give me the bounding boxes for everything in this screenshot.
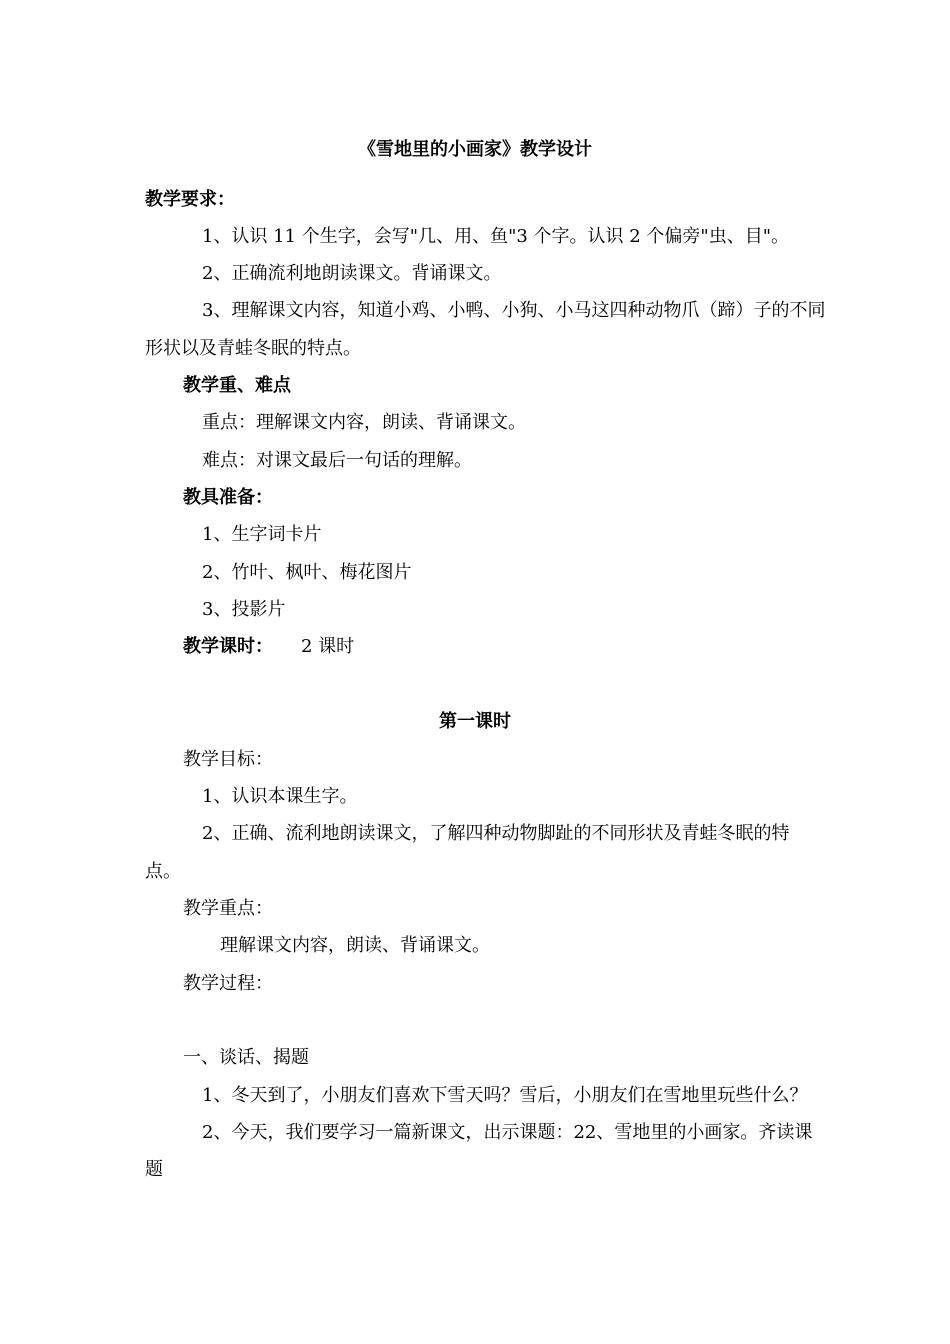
lesson1-focus: 理解课文内容，朗读、背诵课文。 <box>220 935 490 956</box>
lesson1-goal-1: 1、认识本课生字。 <box>202 786 358 807</box>
materials-heading: 教具准备： <box>183 487 273 508</box>
hours-value: 2 课时 <box>301 636 355 657</box>
document-title: 《雪地里的小画家》教学设计 <box>358 139 592 160</box>
lesson1-heading: 第一课时 <box>439 711 511 732</box>
lesson1-step-1: 1、冬天到了，小朋友们喜欢下雪天吗？雪后，小朋友们在雪地里玩些什么？ <box>202 1085 808 1106</box>
hours-label: 教学课时： <box>183 636 273 657</box>
lesson1-step-2-continued: 题 <box>145 1159 163 1180</box>
requirement-item-3-continued: 形状以及青蛙冬眠的特点。 <box>145 338 361 359</box>
material-item-1: 1、生字词卡片 <box>202 524 322 545</box>
lesson1-section-1: 一、谈话、揭题 <box>183 1047 309 1068</box>
material-item-3: 3、投影片 <box>202 599 286 620</box>
lesson1-step-2: 2、今天，我们要学习一篇新课文，出示课题：22、雪地里的小画家。齐读课 <box>202 1122 813 1143</box>
requirements-heading: 教学要求： <box>145 189 235 210</box>
lesson1-goal-2-continued: 点。 <box>145 861 181 882</box>
material-item-2: 2、竹叶、枫叶、梅花图片 <box>202 562 412 583</box>
hours-row <box>183 635 354 659</box>
key-point-difficulty: 难点：对课文最后一句话的理解。 <box>202 450 472 471</box>
lesson1-process-label: 教学过程： <box>183 973 273 994</box>
lesson1-goals-label: 教学目标： <box>183 749 273 770</box>
lesson1-goal-2: 2、正确、流利地朗读课文，了解四种动物脚趾的不同形状及青蛙冬眠的特 <box>202 823 790 844</box>
requirement-item-1: 1、认识 11 个生字，会写"几、用、鱼"3 个字。认识 2 个偏旁"虫、目"。 <box>202 226 789 247</box>
requirement-item-3: 3、理解课文内容，知道小鸡、小鸭、小狗、小马这四种动物爪（蹄）子的不同 <box>202 300 826 321</box>
lesson1-focus-label: 教学重点： <box>183 898 273 919</box>
requirement-item-2: 2、正确流利地朗读课文。背诵课文。 <box>202 263 502 284</box>
key-points-heading: 教学重、难点 <box>183 375 291 396</box>
key-point-focus: 重点：理解课文内容，朗读、背诵课文。 <box>202 412 526 433</box>
